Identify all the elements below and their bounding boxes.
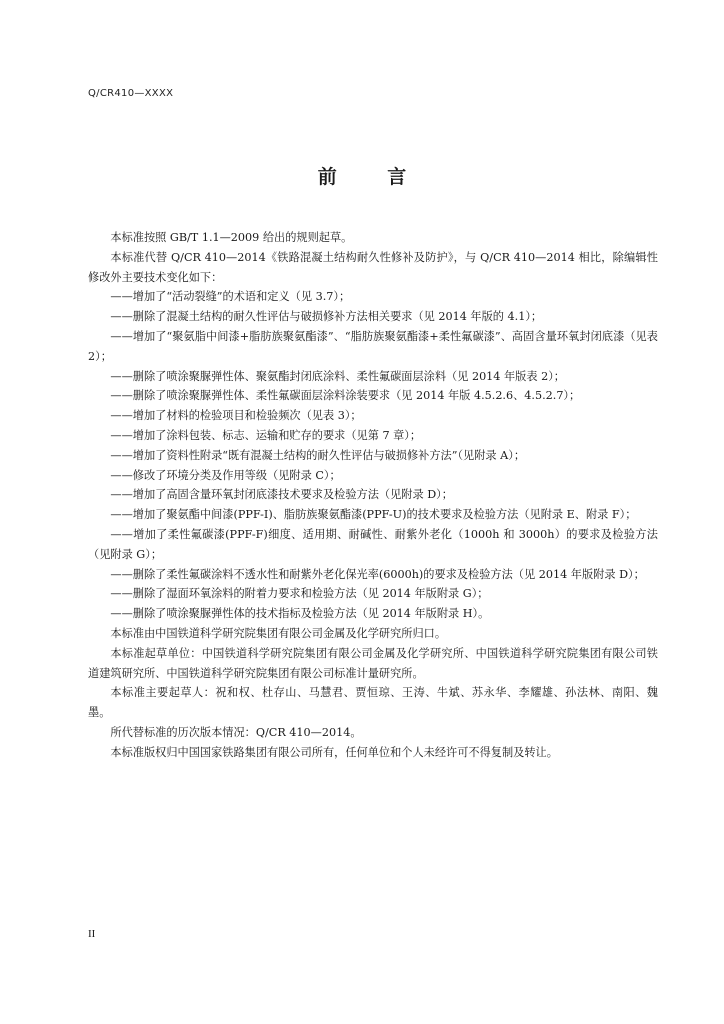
change-item: ——删除了柔性氟碳涂料不透水性和耐紫外老化保光率(6000h)的要求及检验方法（见 2014 年版附录 D）； — [110, 567, 645, 581]
change-item: ——增加了“活动裂缝”的术语和定义（见 3.7）； — [110, 290, 351, 304]
change-item: ——增加了聚氨酯中间漆(PPF-I)、脂肪族聚氨酯漆(PPF-U)的技术要求及检验方法（见附录 E、附录 F）； — [110, 508, 637, 522]
paragraph: 本标准代替 Q/CR 410—2014《铁路混凝土结构耐久性修补及防护》，与 Q/CR 410—2014 相比，除编辑性修改外主要技术变化如下： — [88, 250, 658, 284]
change-item: ——增加了柔性氟碳漆(PPF-F)细度、适用期、耐碱性、耐紫外老化（1000h 和 3000h）的要求及检验方法（见附录 G）； — [88, 527, 658, 561]
page-number: II — [88, 928, 96, 940]
paragraph: 本标准按照 GB/T 1.1—2009 给出的规则起草。 — [110, 231, 353, 244]
document-code: Q/CR410—XXXX — [88, 88, 174, 99]
change-item: ——删除了喷涂聚脲弹性体、柔性氟碳面层涂料涂装要求（见 2014 年版 4.5.2.6、4.5.2.7）； — [110, 389, 581, 403]
change-item: ——增加了高固含量环氧封闭底漆技术要求及检验方法（见附录 D）； — [110, 488, 453, 502]
page-title: 前 言 — [317, 166, 429, 188]
paragraph: 本标准由中国铁道科学研究院集团有限公司金属及化学研究所归口。 — [110, 626, 447, 640]
change-item: ——增加了资料性附录“既有混凝土结构的耐久性评估与破损修补方法”（见附录 A）； — [110, 448, 526, 462]
paragraph: 本标准主要起草人：祝和权、杜存山、马慧君、贾恒琼、王涛、牛斌、苏永华、李耀雄、孙法林、南阳、魏墨。 — [88, 686, 658, 720]
paragraph: 所代替标准的历次版本情况：Q/CR 410—2014。 — [110, 725, 362, 739]
change-item: ——增加了材料的检验项目和检验频次（见表 3）； — [110, 409, 362, 423]
change-item: ——删除了湿面环氧涂料的附着力要求和检验方法（见 2014 年版附录 G）； — [110, 587, 489, 601]
change-item: ——删除了喷涂聚脲弹性体的技术指标及检验方法（见 2014 年版附录 H）。 — [110, 607, 490, 621]
paragraph: 本标准起草单位：中国铁道科学研究院集团有限公司金属及化学研究所、中国铁道科学研究院集团有限公司铁道建筑研究所、中国铁道科学研究院集团有限公司标准计量研究所。 — [88, 646, 658, 680]
change-item: ——修改了环境分类及作用等级（见附录 C）； — [110, 468, 341, 482]
paragraph: 本标准版权归中国国家铁路集团有限公司所有，任何单位和个人未经许可不得复制及转让。 — [110, 745, 558, 759]
change-item: ——增加了“聚氨脂中间漆+脂肪族聚氨酯漆”、“脂肪族聚氨酯漆+柔性氟碳漆”、高固含量环氧封闭底漆（见表 2）； — [88, 329, 658, 363]
change-item: ——增加了涂料包装、标志、运输和贮存的要求（见第 7 章）； — [110, 428, 422, 442]
foreword-body — [88, 228, 658, 763]
change-item: ——删除了喷涂聚脲弹性体、聚氨酯封闭底涂料、柔性氟碳面层涂料（见 2014 年版表 2）； — [110, 369, 565, 383]
change-item: ——删除了混凝土结构的耐久性评估与破损修补方法相关要求（见 2014 年版的 4.1）； — [110, 310, 543, 324]
